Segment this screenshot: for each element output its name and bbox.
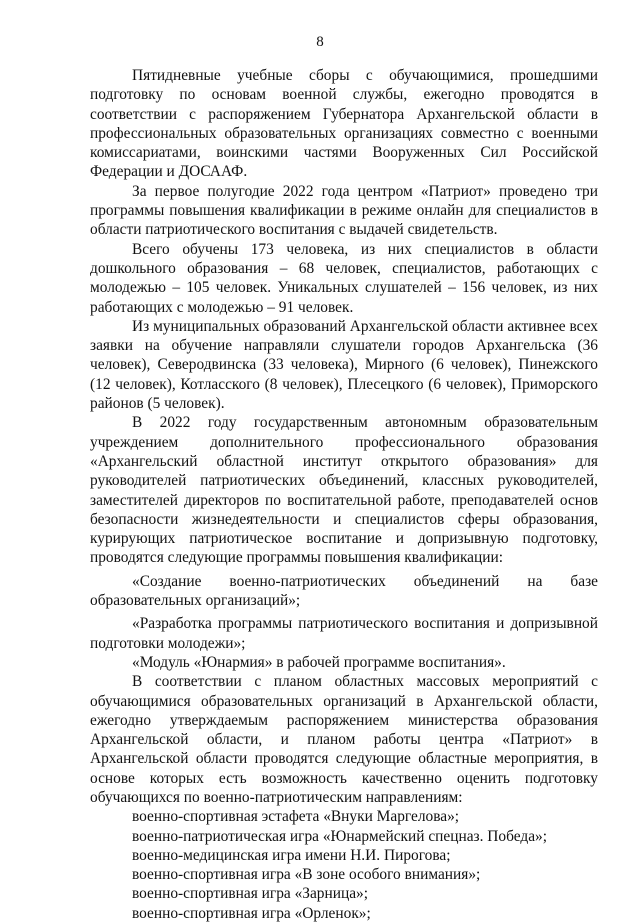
event-list-item: военно-медицинская игра имени Н.И. Пирогова; (132, 846, 451, 864)
event-list-item: военно-спортивная игра «Орленок»; (132, 904, 371, 922)
event-list-item: военно-спортивная игра «Зарница»; (132, 885, 369, 903)
page-number: 8 (316, 34, 324, 50)
program-item: «Разработка программы патриотического воспитания и допризывной подготовки молодежи»; (90, 615, 598, 652)
event-list-item: военно-спортивная эстафета «Внуки Маргелова»; (132, 808, 460, 826)
event-list-item: военно-патриотическая игра «Юнармейский спецназ. Победа»; (132, 827, 548, 845)
document-body (90, 66, 598, 923)
paragraph-institute-programs: В 2022 году государственным автономным образовательным учреждением дополнительного профессионального образования «Архангельский областной институт открытого образования» для руководителей патриотических объединений, классных руководителей, заместителей директоров по воспитательной работе, преподавателей основ безопасности жизнедеятельности и специалистов сферы образования, курирующих патриотическое воспитание и допризывную подготовку, проводятся следующие программы повышения квалификации: (90, 414, 598, 567)
paragraph-municipalities: Из муниципальных образований Архангельской области активнее всех заявки на обучение направляли слушатели городов Архангельска (36 человек), Северодвинска (33 человека), Мирного (6 человек), Пинежского (12 человек), Котласского (8 человек), Плесецкого (6 человек), Приморского районов (5 человек). (90, 317, 598, 413)
paragraph-regional-events: В соответствии с планом областных массовых мероприятий с обучающимися образовательных организаций в Архангельской области, ежегодно утверждаемым распоряжением министерства образования Архангельской области, и планом работы центра «Патриот» в Архангельской области проводятся следующие областные мероприятия, в основе которых есть возможность качественно оценить подготовку обучающихся по военно-патриотическим направлениям: (90, 673, 598, 806)
paragraph-patriot-courses: За первое полугодие 2022 года центром «Патриот» проведено три программы повышения квалификации в режиме онлайн для специалистов в области патриотического воспитания с выдачей свидетельств. (90, 182, 598, 239)
program-item: «Модуль «Юнармия» в рабочей программе воспитания». (132, 653, 506, 671)
paragraph-trained-count: Всего обучены 173 человека, из них специалистов в области дошкольного образования – 68 человек, специалистов, работающих с молодежью – 105 человек. Уникальных слушателей – 156 человек, из них работающих с молодежью – 91 человек. (90, 240, 598, 316)
paragraph-training-camps: Пятидневные учебные сборы с обучающимися, прошедшими подготовку по основам военной службы, ежегодно проводятся в соответствии с распоряжением Губернатора Архангельской области в профессиональных образовательных организациях совместно с военными комиссариатами, воинскими частями Вооруженных Сил Российской Федерации и ДОСААФ. (90, 67, 598, 181)
program-item: «Создание военно-патриотических объединений на базе образовательных организаций»; (90, 572, 598, 610)
event-list-item: военно-спортивная игра «В зоне особого внимания»; (132, 866, 481, 884)
